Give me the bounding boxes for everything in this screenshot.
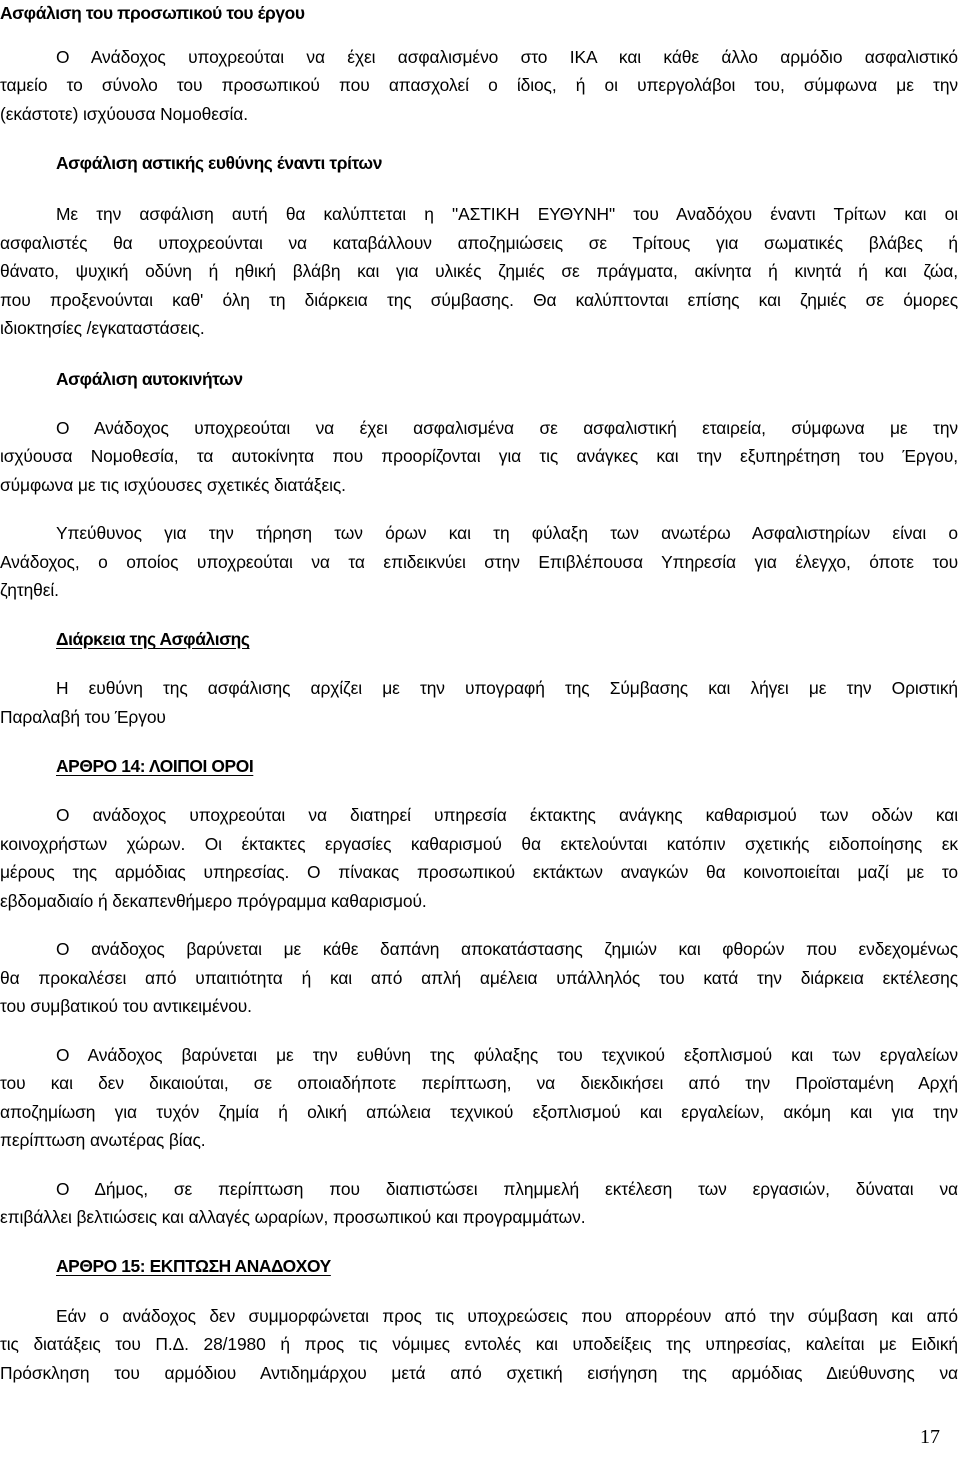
- paragraph-line: ιδιοκτησίες /εγκαταστάσεις.: [0, 318, 205, 338]
- paragraph-line: Ο Ανάδοχος βαρύνεται με την ευθύνη της φύλαξης του τεχνικού εξοπλισμού και των εργαλείων: [56, 1045, 958, 1065]
- paragraph-line: μέρους της αρμόδιας υπηρεσίας. Ο πίνακας προσωπικού εκτάκτων αναγκών θα κοινοποιείται μαζί με το: [0, 862, 958, 882]
- paragraph-line: ταμείο το σύνολο του προσωπικού που απασχολεί ο ίδιος, ή οι υπεργολάβοι του, σύμφωνα με την: [0, 75, 958, 95]
- paragraph-line: ασφαλιστές θα υποχρεούνται να καταβάλλουν αποζημιώσεις σε Τρίτους για σωματικές βλάβες ή: [0, 233, 958, 253]
- paragraph-line: Εάν ο ανάδοχος δεν συμμορφώνεται προς τις υποχρεώσεις που απορρέουν από την σύμβαση και από: [56, 1306, 958, 1326]
- paragraph-line: Ανάδοχος, ο οποίος υποχρεούται να τα επιδεικνύει στην Επιβλέπουσα Υπηρεσία για έλεγχο, όποτε του: [0, 552, 958, 572]
- section-heading-civil-liability-insurance: Ασφάλιση αστικής ευθύνης έναντι τρίτων: [56, 153, 382, 173]
- article-heading-15: ΑΡΘΡΟ 15: ΕΚΠΤΩΣΗ ΑΝΑΔΟΧΟΥ: [56, 1256, 331, 1276]
- paragraph-line: Ο ανάδοχος βαρύνεται με κάθε δαπάνη αποκατάστασης ζημιών και φθορών που ενδεχομένως: [56, 939, 958, 959]
- paragraph-line: αποζημίωση για τυχόν ζημία ή ολική απώλεια τεχνικού εξοπλισμού και εργαλείων, ακόμη και για την: [0, 1102, 958, 1122]
- paragraph-line: (εκάστοτε) ισχύουσα Νομοθεσία.: [0, 104, 248, 124]
- paragraph-line: επιβάλλει βελτιώσεις και αλλαγές ωραρίων, προσωπικού και προγραμμάτων.: [0, 1207, 586, 1227]
- paragraph-line: ζητηθεί.: [0, 580, 59, 600]
- paragraph-line: περίπτωση ανωτέρας βίας.: [0, 1130, 206, 1150]
- section-heading-vehicle-insurance: Ασφάλιση αυτοκινήτων: [56, 369, 243, 389]
- paragraph-line: Παραλαβή του Έργου: [0, 707, 166, 727]
- paragraph-line: Ο Δήμος, σε περίπτωση που διαπιστώσει πλημμελή εκτέλεση των εργασιών, δύναται να: [56, 1179, 958, 1199]
- paragraph-line: τις διατάξεις του Π.Δ. 28/1980 ή προς τις νόμιμες εντολές και υποδείξεις της υπηρεσίας, καλείται με Ειδική: [0, 1334, 958, 1354]
- paragraph-line: του συμβατικού του αντικειμένου.: [0, 996, 252, 1016]
- paragraph-line: Ο Ανάδοχος υποχρεούται να έχει ασφαλισμένο στο ΙΚΑ και κάθε άλλο αρμόδιο ασφαλιστικό: [56, 47, 958, 67]
- page-number: 17: [920, 1426, 940, 1448]
- article-heading-14: ΑΡΘΡΟ 14: ΛΟΙΠΟΙ ΟΡΟΙ: [56, 756, 254, 776]
- paragraph-line: θάνατο, ψυχική οδύνη ή ηθική βλάβη και για υλικές ζημιές σε πράγματα, ακίνητα ή κινητά ή και ζώα,: [0, 261, 958, 281]
- paragraph-line: εβδομαδιαίο ή δεκαπενθήμερο πρόγραμμα καθαρισμού.: [0, 891, 427, 911]
- paragraph-line: Υπεύθυνος για την τήρηση των όρων και τη φύλαξη των ανωτέρω Ασφαλιστηρίων είναι ο: [56, 523, 958, 543]
- paragraph-line: Ο ανάδοχος υποχρεούται να διατηρεί υπηρεσία έκτακτης ανάγκης καθαρισμού των οδών και: [56, 805, 958, 825]
- paragraph-line: του και δεν δικαιούται, σε οποιαδήποτε περίπτωση, να διεκδικήσει από την Προϊσταμένη Αρχή: [0, 1073, 958, 1093]
- section-heading-personnel-insurance: Ασφάλιση του προσωπικού του έργου: [0, 3, 305, 23]
- paragraph-line: Η ευθύνη της ασφάλισης αρχίζει με την υπογραφή της Σύμβασης και λήγει με την Οριστική: [56, 678, 958, 698]
- paragraph-line: κοινοχρήστων χώρων. Οι έκτακτες εργασίες καθαρισμού θα εκτελούνται κατόπιν σχετικής ειδοποίησης εκ: [0, 834, 958, 854]
- paragraph-line: σύμφωνα με τις ισχύουσες σχετικές διατάξεις.: [0, 475, 346, 495]
- paragraph-line: που προξενούνται καθ' όλη τη διάρκεια της σύμβασης. Θα καλύπτονται επίσης και ζημιές σε όμορες: [0, 290, 958, 310]
- paragraph-line: Ο Ανάδοχος υποχρεούται να έχει ασφαλισμένα σε ασφαλιστική εταιρεία, σύμφωνα με την: [56, 418, 958, 438]
- paragraph-line: Με την ασφάλιση αυτή θα καλύπτεται η "ΑΣΤΙΚΗ ΕΥΘΥΝΗ" του Αναδόχου έναντι Τρίτων και οι: [56, 204, 958, 224]
- section-heading-insurance-duration: Διάρκεια της Ασφάλισης: [56, 629, 250, 649]
- paragraph-line: Πρόσκληση του αρμόδιου Αντιδημάρχου μετά από σχετική εισήγηση της αρμόδιας Διεύθυνσης να: [0, 1363, 958, 1383]
- paragraph-line: θα προκαλέσει από υπαιτιότητα ή και από απλή αμέλεια υπάλληλός του κατά την διάρκεια εκτέλεσης: [0, 968, 958, 988]
- paragraph-line: ισχύουσα Νομοθεσία, τα αυτοκίνητα που προορίζονται για τις ανάγκες και την εξυπηρέτηση του Έργου,: [0, 446, 958, 466]
